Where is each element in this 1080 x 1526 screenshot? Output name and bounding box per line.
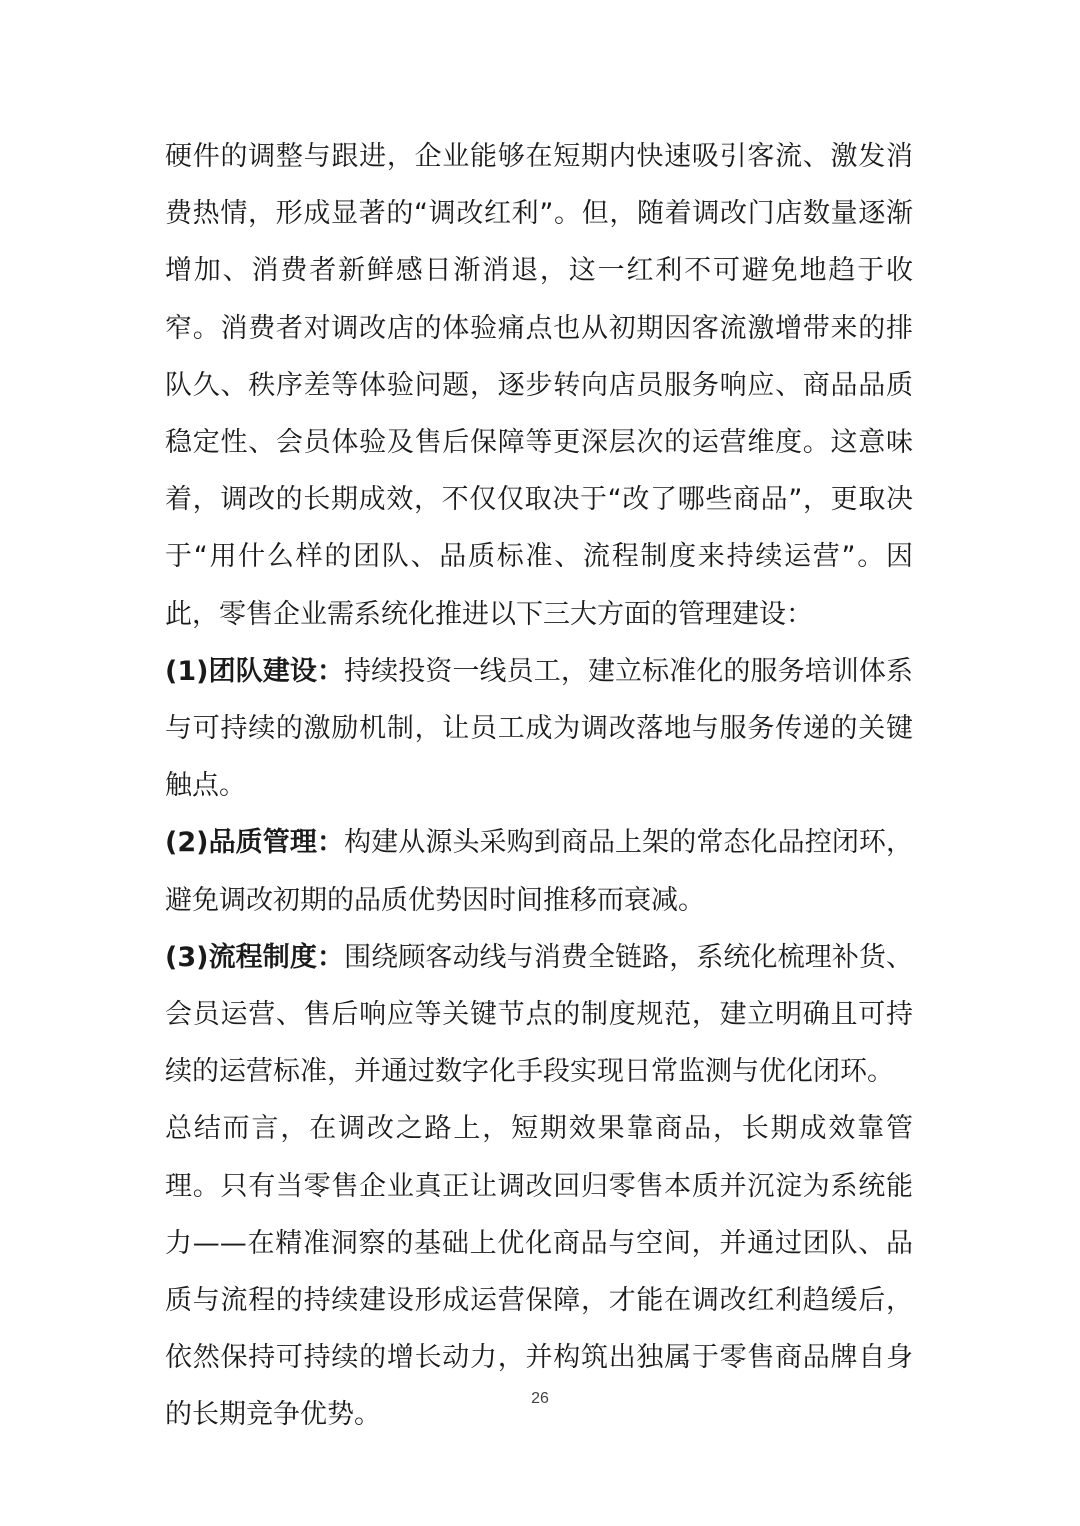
paragraph-team-building-text: 持续投资一线员工，建立标准化的服务培训体系与可持续的激励机制，让员工成为调改落地与服务传递的关键触点。 [165, 655, 914, 802]
document-body [165, 128, 913, 1444]
paragraph-quality-management-text: 构建从源头采购到商品上架的常态化品控闭环，避免调改初期的品质优势因时间推移而衰减。 [165, 827, 914, 916]
paragraph-quality-management-heading: (2)品质管理： [165, 827, 345, 859]
paragraph-process-system-heading: (3)流程制度： [165, 941, 345, 973]
paragraph-conclusion-text: 总结而言，在调改之路上，短期效果靠商品，长期成效靠管理。只有当零售企业真正让调改回归零售本质并沉淀为系统能力——在精准洞察的基础上优化商品与空间，并通过团队、品质与流程的持续建设形成运营保障，才能在调改红利趋缓后，依然保持可持续的增长动力，并构筑出独属于零售商品牌自身的长期竞争优势。 [165, 1113, 913, 1431]
paragraph-intro [165, 128, 913, 643]
paragraph-intro-text: 硬件的调整与跟进，企业能够在短期内快速吸引客流、激发消费热情，形成显著的“调改红利”。但，随着调改门店数量逐渐增加、消费者新鲜感日渐消退，这一红利不可避免地趋于收窄。消费者对调改店的体验痛点也从初期因客流激增带来的排队久、秩序差等体验问题，逐步转向店员服务响应、商品品质稳定性、会员体验及售后保障等更深层次的运营维度。这意味着，调改的长期成效，不仅仅取决于“改了哪些商品”，更取决于“用什么样的团队、品质标准、流程制度来持续运营”。因此，零售企业需系统化推进以下三大方面的管理建设： [165, 141, 913, 630]
paragraph-team-building-heading: (1)团队建设： [165, 655, 345, 687]
page-number: 26 [531, 1390, 549, 1407]
paragraph-process-system [165, 929, 913, 1101]
paragraph-team-building [165, 643, 913, 815]
paragraph-process-system-text: 围绕顾客动线与消费全链路，系统化梳理补货、会员运营、售后响应等关键节点的制度规范，建立明确且可持续的运营标准，并通过数字化手段实现日常监测与优化闭环。 [165, 941, 914, 1088]
paragraph-quality-management [165, 814, 913, 928]
